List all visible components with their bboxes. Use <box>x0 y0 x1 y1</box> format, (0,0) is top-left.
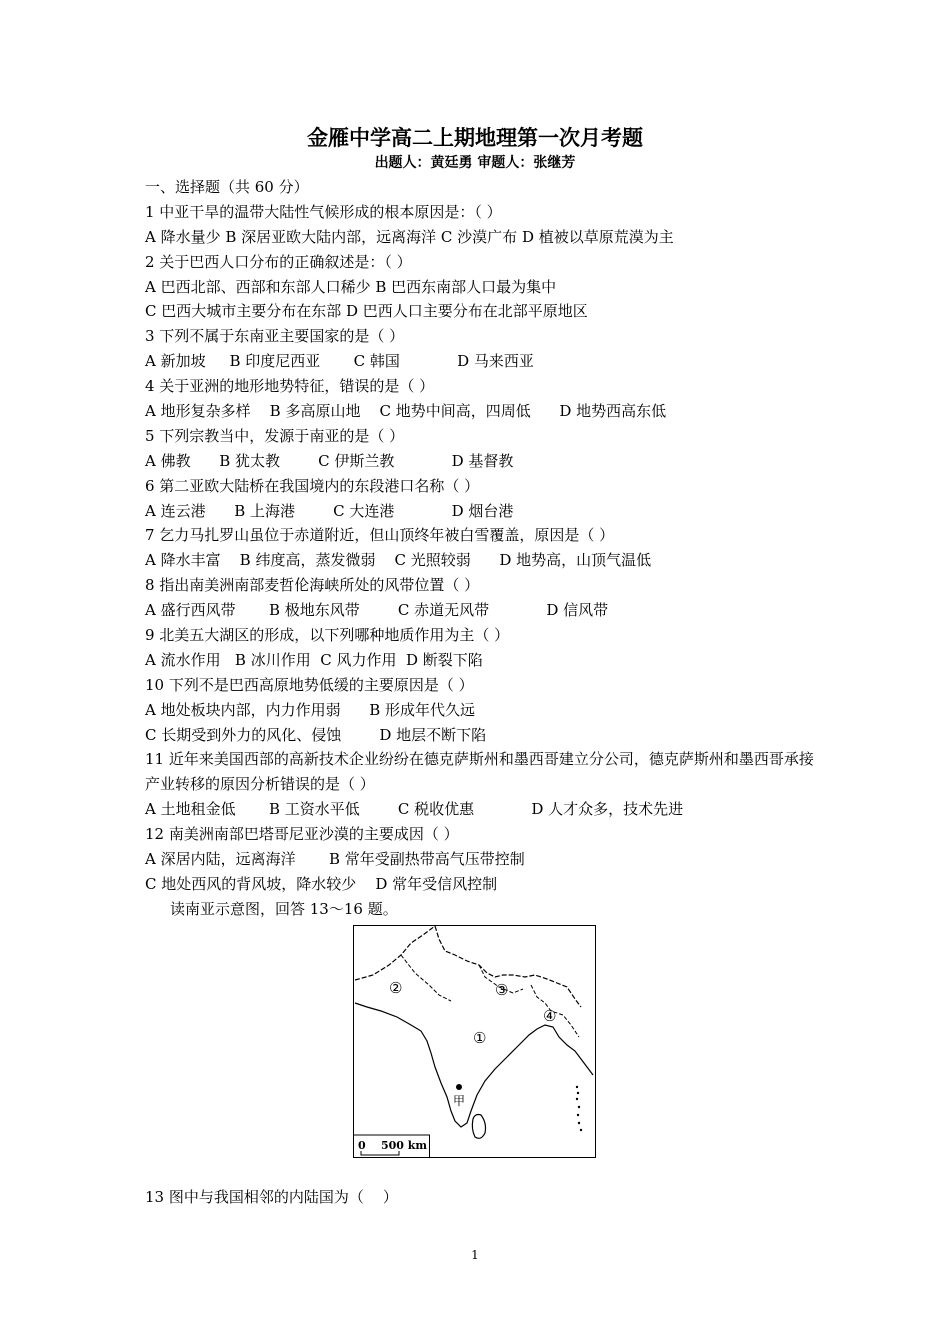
options-line: C 地处西风的背风坡，降水较少 D 常年受信风控制 <box>145 874 498 893</box>
south-asia-map <box>353 925 596 1158</box>
exam-authors: 出题人：黄廷勇 审题人：张继芳 <box>374 155 576 171</box>
options-line: A 降水丰富 B 纬度高，蒸发微弱 C 光照较弱 D 地势高，山顶气温低 <box>145 551 652 570</box>
section-heading: 一、选择题（共 60 分） <box>145 178 309 196</box>
island <box>578 1106 580 1108</box>
map-instruction: 读南亚示意图，回答 13～16 题。 <box>170 899 398 918</box>
options-line: A 巴西北部、西部和东部人口稀少 B 巴西东南部人口最为集中 <box>145 277 557 296</box>
options-line: C 巴西大城市主要分布在东部 D 巴西人口主要分布在北部平原地区 <box>145 302 588 321</box>
options-line: A 深居内陆，远离海洋 B 常年受副热带高气压带控制 <box>145 850 525 869</box>
question-list <box>145 175 825 922</box>
options-line: A 流水作用 B 冰川作用 C 风力作用 D 断裂下陷 <box>145 650 483 669</box>
question-line: 8 指出南美洲南部麦哲伦海峡所处的风带位置（ ） <box>145 576 480 595</box>
options-line: A 地处板块内部，内力作用弱 B 形成年代久远 <box>145 700 476 719</box>
question-line: 2 关于巴西人口分布的正确叙述是：（ ） <box>145 252 412 271</box>
page-number: 1 <box>471 1248 479 1262</box>
scale-label: 0 500 km <box>358 1139 428 1152</box>
map-label-4: ④ <box>543 1007 557 1025</box>
question-line: 3 下列不属于东南亚主要国家的是（ ） <box>145 327 405 346</box>
island <box>576 1098 578 1100</box>
island <box>576 1086 578 1088</box>
question-line: 12 南美洲南部巴塔哥尼亚沙漠的主要成因（ ） <box>145 825 459 844</box>
map-label-1: ① <box>473 1029 487 1047</box>
island <box>577 1092 579 1094</box>
island <box>580 1129 582 1131</box>
question-13: 13 图中与我国相邻的内陆国为（ ） <box>145 1188 398 1206</box>
options-line: A 地形复杂多样 B 多高原山地 C 地势中间高，四周低 D 地势西高东低 <box>145 402 667 421</box>
options-line: C 长期受到外力的风化、侵蚀 D 地层不断下陷 <box>145 725 487 744</box>
map-label-jia: 甲 <box>453 1094 466 1108</box>
question-line: 5 下列宗教当中，发源于南亚的是（ ） <box>145 426 405 445</box>
question-line: 7 乞力马扎罗山虽位于赤道附近，但山顶终年被白雪覆盖，原因是（ ） <box>145 526 615 545</box>
options-line: A 土地租金低 B 工资水平低 C 税收优惠 D 人才众多，技术先进 <box>145 800 684 819</box>
map-label-2: ② <box>389 979 403 997</box>
question-line: 4 关于亚洲的地形地势特征，错误的是（ ） <box>145 377 435 396</box>
island <box>577 1114 579 1116</box>
exam-title: 金雁中学高二上期地理第一次月考题 <box>307 126 643 150</box>
options-line: A 新加坡 B 印度尼西亚 C 韩国 D 马来西亚 <box>145 352 534 371</box>
island <box>578 1122 580 1124</box>
options-line: A 连云港 B 上海港 C 大连港 D 烟台港 <box>145 501 514 520</box>
options-line: A 降水量少 B 深居亚欧大陆内部，远离海洋 C 沙漠广布 D 植被以草原荒漠为主 <box>145 227 674 246</box>
options-line: A 盛行西风带 B 极地东风带 C 赤道无风带 D 信风带 <box>145 601 609 620</box>
question-line: 11 近年来美国西部的高新技术企业纷纷在德克萨斯州和墨西哥建立分公司，德克萨斯州和墨西哥承接产业转移的原因分析错误的是（ ） <box>145 750 814 794</box>
city-marker <box>456 1084 462 1090</box>
options-line: A 佛教 B 犹太教 C 伊斯兰教 D 基督教 <box>145 451 514 470</box>
question-line: 10 下列不是巴西高原地势低缓的主要原因是（ ） <box>145 675 474 694</box>
question-line: 1 中亚干旱的温带大陆性气候形成的根本原因是：（ ） <box>145 202 502 221</box>
map-label-3: ③ <box>495 981 509 999</box>
question-line: 9 北美五大湖区的形成，以下列哪种地质作用为主（ ） <box>145 626 510 645</box>
question-line: 6 第二亚欧大陆桥在我国境内的东段港口名称（ ） <box>145 476 480 495</box>
